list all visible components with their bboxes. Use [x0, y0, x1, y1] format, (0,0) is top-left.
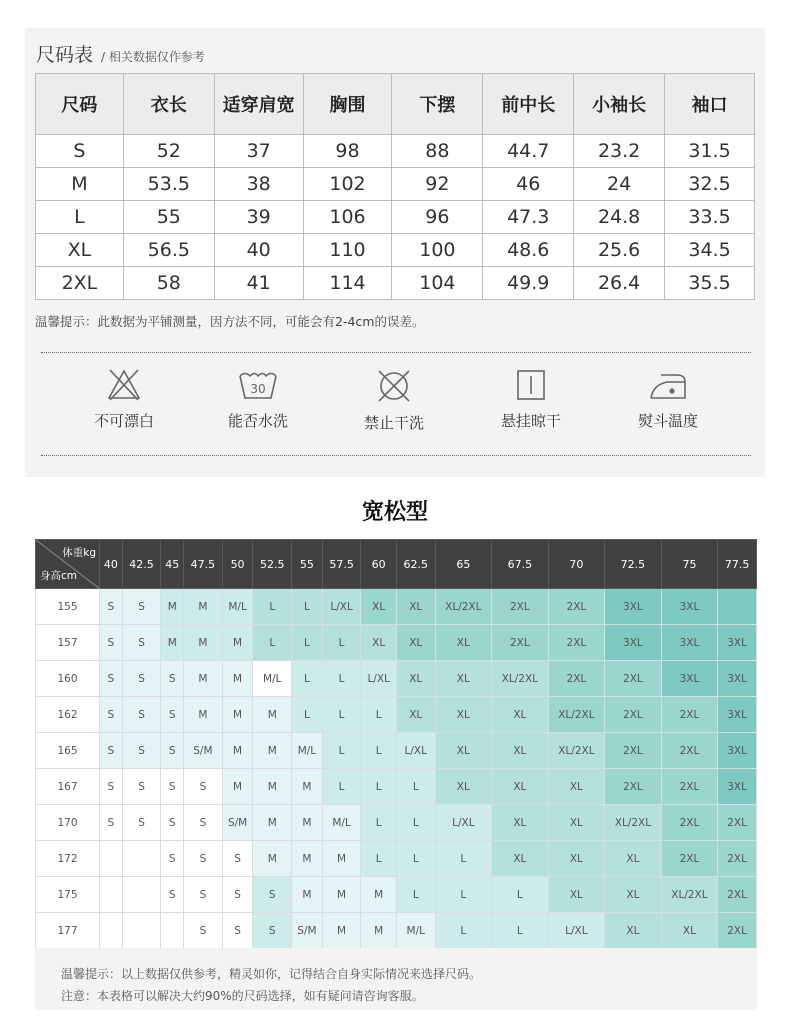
fit-size-cell: S — [100, 625, 123, 661]
fit-size-cell: S — [253, 877, 292, 913]
fit-size-cell: M — [184, 625, 223, 661]
fit-size-cell: L — [435, 841, 492, 877]
fit-size-cell: 3XL — [718, 769, 757, 805]
fit-row — [36, 733, 757, 769]
height-row-header: 165 — [36, 733, 100, 769]
care-label: 不可漂白 — [93, 412, 154, 430]
fit-size-cell: XL/2XL — [548, 697, 605, 733]
fit-size-cell: 3XL — [661, 661, 718, 697]
size-cell: 102 — [303, 168, 392, 201]
fit-size-cell: XL — [548, 805, 605, 841]
height-row-header: 155 — [36, 589, 100, 625]
weight-col-header: 50 — [222, 540, 253, 589]
fit-size-cell: S/M — [184, 733, 223, 769]
fit-size-cell: XL — [492, 769, 549, 805]
size-col-header: 衣长 — [123, 74, 214, 135]
measurement-tip: 温馨提示：此数据为平铺测量，因方法不同，可能会有2-4cm的误差。 — [35, 314, 425, 329]
fit-size-cell: 3XL — [605, 625, 662, 661]
fit-size-cell: M — [361, 913, 397, 949]
fit-size-cell: S — [100, 733, 123, 769]
footer-notes — [35, 948, 757, 1010]
fit-size-cell: S — [161, 805, 184, 841]
size-cell: 48.6 — [483, 234, 574, 267]
fit-size-cell: XL — [435, 625, 492, 661]
fit-size-cell: S — [100, 769, 123, 805]
fit-size-cell: S — [253, 913, 292, 949]
fit-size-cell — [100, 877, 123, 913]
fit-size-cell: L — [292, 589, 323, 625]
no-dry-clean-icon — [375, 368, 413, 404]
fit-size-cell: XL — [605, 913, 662, 949]
size-cell: 35.5 — [665, 267, 755, 300]
fit-row — [36, 769, 757, 805]
fit-size-cell: L — [322, 625, 361, 661]
fit-size-cell: S — [161, 661, 184, 697]
fit-size-cell: 2XL — [605, 769, 662, 805]
fit-size-cell: L — [396, 769, 435, 805]
fit-size-cell: M — [222, 625, 253, 661]
fit-size-cell: S — [122, 769, 161, 805]
fit-size-cell: M/L — [222, 589, 253, 625]
size-chart-heading — [36, 40, 205, 67]
fit-size-cell: M — [222, 661, 253, 697]
fit-size-cell: L — [322, 697, 361, 733]
fit-size-cell: S — [122, 733, 161, 769]
fit-size-cell: L — [361, 805, 397, 841]
fit-size-cell: L — [292, 697, 323, 733]
fit-size-cell: S — [184, 877, 223, 913]
size-cell: 55 — [123, 201, 214, 234]
weight-col-header: 42.5 — [122, 540, 161, 589]
fit-size-cell: S — [122, 805, 161, 841]
fit-size-cell: M — [322, 877, 361, 913]
fit-size-cell: L — [435, 877, 492, 913]
size-cell: 39 — [214, 201, 303, 234]
fit-size-cell: S — [184, 805, 223, 841]
weight-col-header: 57.5 — [322, 540, 361, 589]
fit-size-cell: M/L — [253, 661, 292, 697]
fit-size-cell: M — [222, 733, 253, 769]
fit-size-cell: XL — [435, 697, 492, 733]
fit-row — [36, 625, 757, 661]
fit-size-cell: XL — [361, 625, 397, 661]
fit-size-cell: XL — [396, 661, 435, 697]
fit-size-cell: L — [361, 841, 397, 877]
fit-size-cell: 3XL — [605, 589, 662, 625]
fit-size-cell: 3XL — [661, 625, 718, 661]
fit-size-cell: 2XL — [548, 625, 605, 661]
fit-size-cell: L — [322, 769, 361, 805]
fit-size-cell: S — [122, 697, 161, 733]
size-cell: 114 — [303, 267, 392, 300]
care-label: 能否水洗 — [227, 412, 288, 430]
size-row — [36, 201, 755, 234]
fit-size-cell: M — [222, 697, 253, 733]
fit-size-cell: XL — [396, 589, 435, 625]
fit-size-cell — [122, 841, 161, 877]
size-col-header: 袖口 — [665, 74, 755, 135]
fit-size-cell: M — [292, 877, 323, 913]
care-item-wash — [203, 368, 313, 431]
fit-size-cell: L — [396, 877, 435, 913]
fit-size-cell: M — [161, 625, 184, 661]
size-cell: 106 — [303, 201, 392, 234]
weight-col-header: 72.5 — [605, 540, 662, 589]
fit-size-cell: 2XL — [492, 625, 549, 661]
fit-size-cell: S — [100, 661, 123, 697]
fit-size-cell: XL — [492, 697, 549, 733]
fit-size-cell: XL — [605, 877, 662, 913]
fit-size-cell: XL — [435, 733, 492, 769]
weight-col-header: 55 — [292, 540, 323, 589]
size-col-header: 下摆 — [392, 74, 483, 135]
size-cell: 52 — [123, 135, 214, 168]
fit-size-cell: M — [184, 661, 223, 697]
height-row-header: 162 — [36, 697, 100, 733]
size-col-header: 胸围 — [303, 74, 392, 135]
size-cell: 38 — [214, 168, 303, 201]
weight-col-header: 40 — [100, 540, 123, 589]
size-cell: 47.3 — [483, 201, 574, 234]
fit-size-cell: S — [122, 625, 161, 661]
fit-size-cell: S — [161, 733, 184, 769]
size-cell: 2XL — [36, 267, 124, 300]
fit-size-cell: XL — [396, 697, 435, 733]
fit-size-cell: XL — [361, 589, 397, 625]
care-label: 悬挂晾干 — [500, 412, 561, 430]
care-item-no-bleach — [69, 368, 179, 431]
fit-size-cell: XL — [492, 841, 549, 877]
size-cell: 32.5 — [665, 168, 755, 201]
fit-size-cell: XL — [548, 769, 605, 805]
fit-size-cell: 3XL — [661, 589, 718, 625]
size-cell: 100 — [392, 234, 483, 267]
fit-size-cell: M — [253, 841, 292, 877]
size-row — [36, 234, 755, 267]
dotted-divider-top — [41, 352, 751, 353]
fit-size-cell: L — [435, 913, 492, 949]
fit-size-cell: M — [161, 589, 184, 625]
size-chart-panel — [25, 28, 765, 477]
fit-size-cell: M — [292, 805, 323, 841]
fit-size-cell: L — [361, 733, 397, 769]
fit-size-cell: L/XL — [396, 733, 435, 769]
fit-size-cell: M — [292, 769, 323, 805]
fit-size-cell: M — [253, 733, 292, 769]
fit-size-cell: S — [100, 805, 123, 841]
size-cell: 88 — [392, 135, 483, 168]
fit-row — [36, 913, 757, 949]
fit-size-cell — [100, 841, 123, 877]
fit-size-cell: L/XL — [322, 589, 361, 625]
fit-size-cell: M/L — [292, 733, 323, 769]
size-cell: 58 — [123, 267, 214, 300]
fit-size-cell: M — [184, 589, 223, 625]
fit-size-cell: L — [361, 697, 397, 733]
fit-size-cell: 2XL — [718, 913, 757, 949]
fit-size-cell: 2XL — [548, 661, 605, 697]
fit-size-cell: 2XL — [718, 877, 757, 913]
care-item-no-dry-clean — [339, 368, 449, 433]
fit-size-cell: S — [161, 877, 184, 913]
fit-size-cell — [100, 913, 123, 949]
size-cell: 49.9 — [483, 267, 574, 300]
fit-size-cell: L/XL — [361, 661, 397, 697]
fit-size-cell: 2XL — [492, 589, 549, 625]
fit-size-cell: XL/2XL — [661, 877, 718, 913]
size-cell: 24.8 — [574, 201, 665, 234]
fit-size-cell: XL/2XL — [548, 733, 605, 769]
size-chart-title: 尺码表 — [36, 44, 94, 66]
size-cell: 37 — [214, 135, 303, 168]
fit-size-cell: S — [161, 841, 184, 877]
height-row-header: 177 — [36, 913, 100, 949]
fit-size-cell: L — [396, 841, 435, 877]
fit-size-cell: M — [253, 697, 292, 733]
footer-note: 注意：本表格可以解决大约90%的尺码选择，如有疑问请咨询客服。 — [61, 989, 424, 1003]
fit-size-cell: L — [361, 769, 397, 805]
weight-axis-label: 体重kg — [62, 547, 96, 559]
weight-col-header: 70 — [548, 540, 605, 589]
size-col-header: 小袖长 — [574, 74, 665, 135]
height-row-header: 175 — [36, 877, 100, 913]
fit-size-cell — [122, 877, 161, 913]
height-axis-label: 身高cm — [40, 570, 78, 582]
fit-size-cell: S — [184, 769, 223, 805]
wash-30-icon — [237, 368, 279, 402]
size-cell: XL — [36, 234, 124, 267]
size-table — [35, 73, 755, 300]
care-item-iron — [613, 368, 723, 431]
fit-size-cell: XL — [548, 877, 605, 913]
fit-size-cell: S — [161, 769, 184, 805]
fit-size-cell: XL — [548, 841, 605, 877]
fit-size-cell: L — [253, 625, 292, 661]
fit-size-cell: XL/2XL — [492, 661, 549, 697]
fit-size-cell: M/L — [322, 805, 361, 841]
size-cell: 110 — [303, 234, 392, 267]
size-row — [36, 267, 755, 300]
fit-size-cell: S/M — [222, 805, 253, 841]
fit-size-cell: M — [361, 877, 397, 913]
line-dry-icon — [512, 368, 550, 402]
fit-size-cell: S — [222, 913, 253, 949]
height-row-header: 160 — [36, 661, 100, 697]
size-cell: 41 — [214, 267, 303, 300]
size-col-header: 适穿肩宽 — [214, 74, 303, 135]
fit-size-cell: S — [122, 589, 161, 625]
fit-size-cell: S — [122, 661, 161, 697]
fit-size-cell: L — [292, 625, 323, 661]
fit-size-cell: XL — [435, 661, 492, 697]
fit-row — [36, 805, 757, 841]
weight-col-header: 77.5 — [718, 540, 757, 589]
size-row — [36, 135, 755, 168]
size-cell: 31.5 — [665, 135, 755, 168]
fit-size-cell: 2XL — [718, 841, 757, 877]
fit-size-cell: M — [253, 769, 292, 805]
fit-size-cell: S — [100, 697, 123, 733]
weight-col-header: 52.5 — [253, 540, 292, 589]
fit-size-cell: 2XL — [661, 769, 718, 805]
weight-col-header: 67.5 — [492, 540, 549, 589]
weight-col-header: 75 — [661, 540, 718, 589]
fit-size-cell: 2XL — [548, 589, 605, 625]
size-cell: 46 — [483, 168, 574, 201]
fit-size-cell: S — [222, 841, 253, 877]
size-cell: 25.6 — [574, 234, 665, 267]
table-corner-header — [36, 540, 100, 589]
fit-size-cell: XL — [492, 733, 549, 769]
care-label: 熨斗温度 — [637, 412, 698, 430]
fit-row — [36, 661, 757, 697]
weight-col-header: 45 — [161, 540, 184, 589]
weight-col-header: 60 — [361, 540, 397, 589]
fit-size-cell: L — [292, 661, 323, 697]
fit-size-cell: XL/2XL — [435, 589, 492, 625]
size-cell: 40 — [214, 234, 303, 267]
fit-size-cell: 2XL — [718, 805, 757, 841]
fit-size-cell: 2XL — [661, 841, 718, 877]
size-cell: 53.5 — [123, 168, 214, 201]
fit-size-cell: XL — [435, 769, 492, 805]
fit-size-cell: L — [396, 805, 435, 841]
fit-size-cell: L — [322, 733, 361, 769]
fit-size-cell: 3XL — [718, 661, 757, 697]
size-cell: 96 — [392, 201, 483, 234]
size-cell: 34.5 — [665, 234, 755, 267]
fit-size-cell: 3XL — [718, 625, 757, 661]
dotted-divider-bottom — [41, 455, 751, 456]
size-cell: L — [36, 201, 124, 234]
fit-size-cell: L — [492, 877, 549, 913]
height-row-header: 157 — [36, 625, 100, 661]
size-cell: 104 — [392, 267, 483, 300]
fit-size-cell: S — [222, 877, 253, 913]
iron-icon — [647, 368, 689, 402]
fit-row — [36, 841, 757, 877]
fit-size-cell: 3XL — [718, 697, 757, 733]
fit-size-cell: L — [253, 589, 292, 625]
fit-size-cell: M — [253, 805, 292, 841]
footer-tip: 温馨提示：以上数据仅供参考，精灵如你，记得结合自身实际情况来选择尺码。 — [61, 967, 482, 981]
fit-size-cell: 2XL — [661, 733, 718, 769]
fit-size-cell: S — [184, 841, 223, 877]
fit-size-cell: M/L — [396, 913, 435, 949]
fit-size-cell: XL — [396, 625, 435, 661]
fit-type-title: 宽松型 — [361, 500, 428, 525]
size-row — [36, 168, 755, 201]
fit-size-cell: 2XL — [661, 697, 718, 733]
fit-size-cell: XL — [605, 841, 662, 877]
fit-row — [36, 589, 757, 625]
fit-size-cell: 2XL — [661, 805, 718, 841]
fit-size-cell: S — [100, 589, 123, 625]
weight-col-header: 65 — [435, 540, 492, 589]
fit-size-cell — [122, 913, 161, 949]
no-bleach-icon — [105, 368, 143, 402]
size-col-header: 前中长 — [483, 74, 574, 135]
fit-size-cell — [161, 913, 184, 949]
fit-size-cell: L — [322, 661, 361, 697]
size-col-header: 尺码 — [36, 74, 124, 135]
fit-size-cell: S — [161, 697, 184, 733]
fit-size-cell: 2XL — [605, 733, 662, 769]
fit-size-cell: XL — [492, 805, 549, 841]
care-label: 禁止干洗 — [363, 414, 424, 432]
fit-size-cell: 2XL — [605, 697, 662, 733]
size-cell: 23.2 — [574, 135, 665, 168]
height-row-header: 167 — [36, 769, 100, 805]
wash-temperature: 30 — [250, 382, 266, 396]
fit-size-cell — [718, 589, 757, 625]
size-cell: 92 — [392, 168, 483, 201]
size-cell: M — [36, 168, 124, 201]
fit-size-cell: L — [492, 913, 549, 949]
fit-size-cell: 3XL — [718, 733, 757, 769]
care-item-line-dry — [476, 368, 586, 431]
fit-size-cell: XL — [661, 913, 718, 949]
fit-size-cell: M — [322, 841, 361, 877]
height-row-header: 172 — [36, 841, 100, 877]
fit-size-cell: L/XL — [435, 805, 492, 841]
size-cell: 33.5 — [665, 201, 755, 234]
size-cell: S — [36, 135, 124, 168]
size-cell: 98 — [303, 135, 392, 168]
size-cell: 56.5 — [123, 234, 214, 267]
fit-size-cell: 2XL — [605, 661, 662, 697]
fit-size-cell: L/XL — [548, 913, 605, 949]
size-cell: 44.7 — [483, 135, 574, 168]
size-cell: 24 — [574, 168, 665, 201]
fit-size-cell: M — [322, 913, 361, 949]
weight-col-header: 62.5 — [396, 540, 435, 589]
size-chart-subtitle: / 相关数据仅作参考 — [101, 50, 205, 64]
weight-col-header: 47.5 — [184, 540, 223, 589]
fit-size-cell: S/M — [292, 913, 323, 949]
fit-row — [36, 877, 757, 913]
fit-size-cell: S — [184, 913, 223, 949]
fit-size-cell: M — [184, 697, 223, 733]
height-row-header: 170 — [36, 805, 100, 841]
fit-size-cell: M — [292, 841, 323, 877]
fit-size-cell: XL/2XL — [605, 805, 662, 841]
size-cell: 26.4 — [574, 267, 665, 300]
fit-recommendation-table — [35, 539, 757, 949]
fit-row — [36, 697, 757, 733]
fit-size-cell: M — [222, 769, 253, 805]
